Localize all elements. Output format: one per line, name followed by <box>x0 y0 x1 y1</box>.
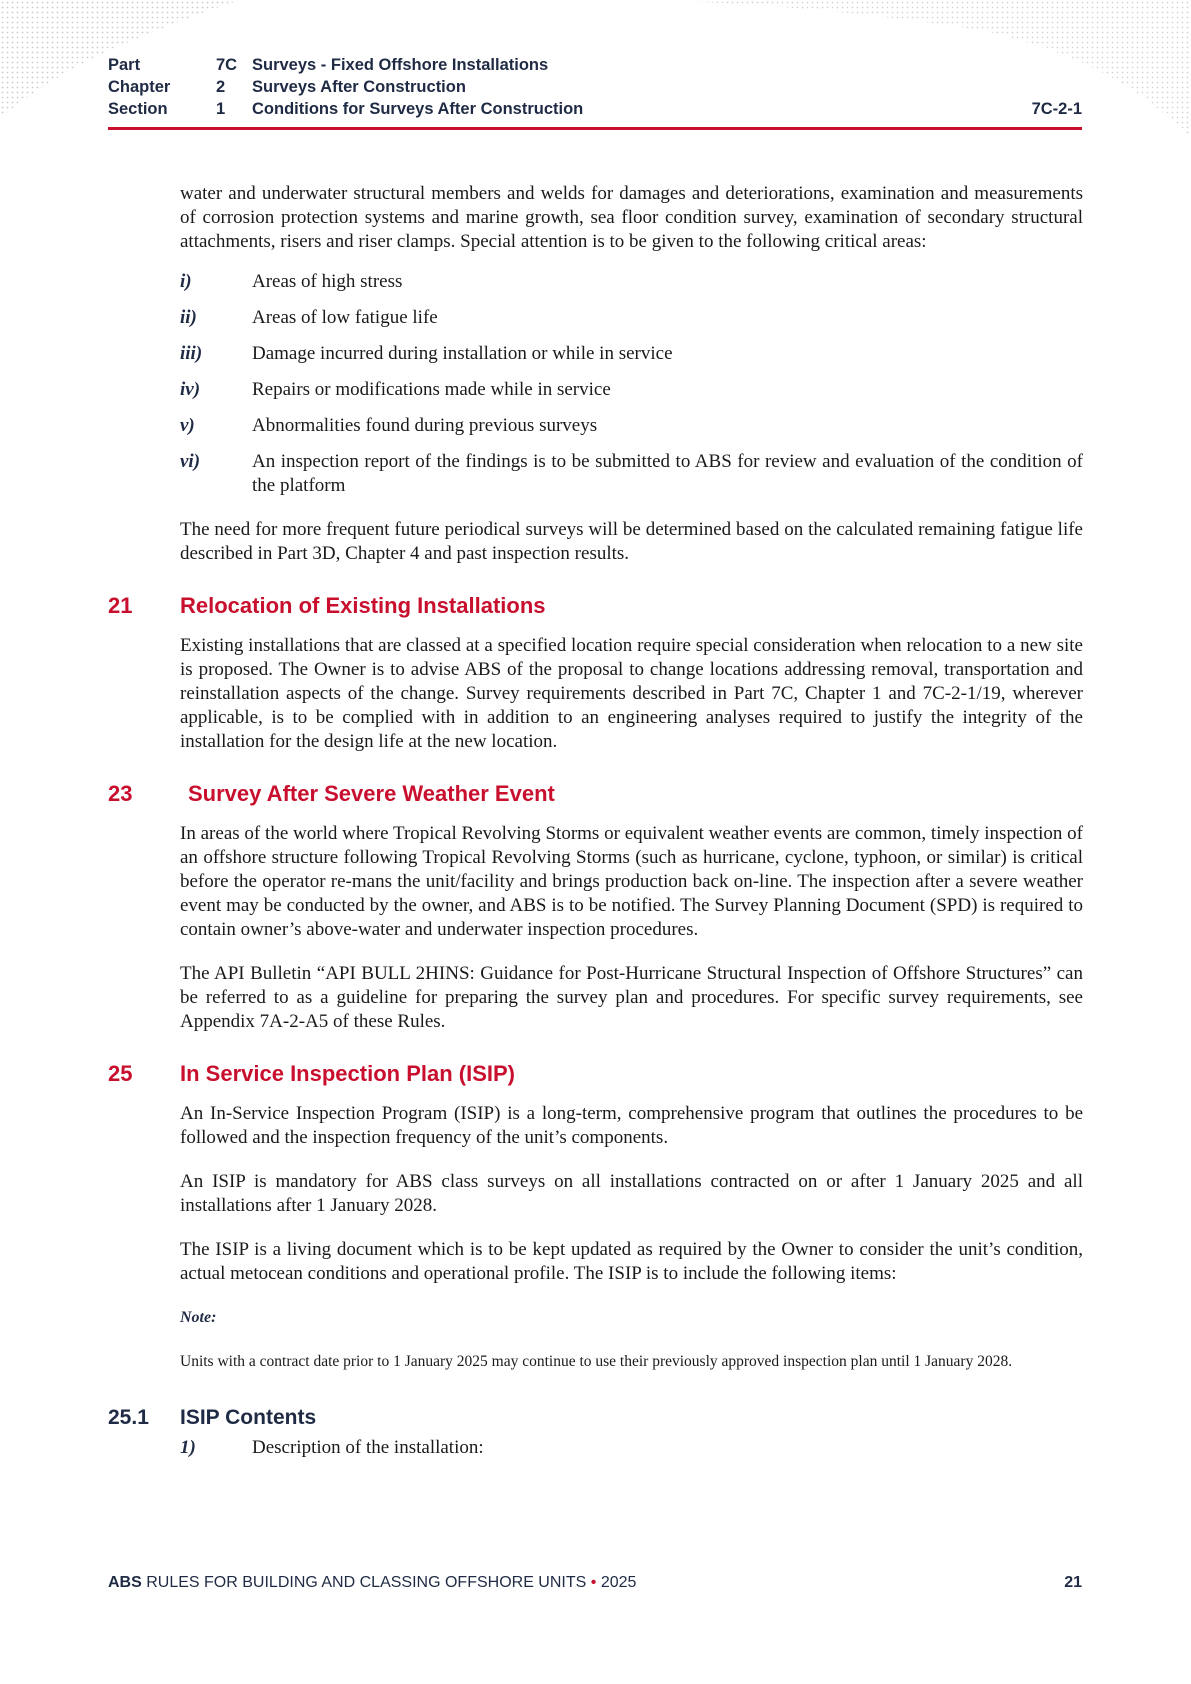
list-item-number: iv) <box>180 379 201 400</box>
isip-paragraph-1: An In-Service Inspection Program (ISIP) is a long-term, comprehensive program that outlines the procedures to be followed and the inspection frequency of the unit’s components. <box>180 1103 1083 1148</box>
list-item-number: 1) <box>180 1437 196 1458</box>
list-item-text: Abnormalities found during previous surveys <box>252 415 598 436</box>
list-item-number: i) <box>180 271 192 292</box>
subsection-title: ISIP Contents <box>180 1406 317 1429</box>
list-item <box>180 306 1083 330</box>
chapter-number: 2 <box>216 78 226 96</box>
footer-abs-logo-text: ABS <box>108 1574 142 1591</box>
list-item-number: vi) <box>180 451 201 472</box>
chapter-label: Chapter <box>108 78 171 96</box>
header-rule <box>108 127 1082 130</box>
section-number: 21 <box>108 593 133 618</box>
list-item-number: iii) <box>180 343 203 364</box>
list-item <box>180 378 1083 402</box>
list-item <box>180 270 1083 294</box>
list-item <box>180 342 1083 366</box>
part-number: 7C <box>216 56 238 74</box>
list-item <box>180 450 1083 498</box>
list-item-text: Areas of high stress <box>252 271 403 292</box>
after-list-paragraph: The need for more frequent future periodical surveys will be determined based on the calculated remaining fatigue life described in Part 3D, Chapter 4 and past inspection results. <box>180 519 1083 564</box>
note-label: Note: <box>180 1309 217 1326</box>
section-heading-25 <box>108 1060 1083 1088</box>
section-title: In Service Inspection Plan (ISIP) <box>180 1061 515 1086</box>
relocation-paragraph: Existing installations that are classed at a specified location require special consideration when relocation to a new site is proposed. The Owner is to advise ABS of the proposal to change locations addressing removal, transportation and reinstallation aspects of the change. Survey requirements described in Part 7C, Chapter 1 and 7C-2-1/19, wherever applicable, is to be complied with in addition to an engineering analyses required to justify the integrity of the installation for the design life at the new location. <box>180 635 1083 752</box>
footer-separator: • <box>590 1574 597 1591</box>
section-number: 1 <box>216 100 226 118</box>
list-item <box>180 414 1083 438</box>
subsection-heading-25-1 <box>108 1404 1083 1432</box>
section-title: Survey After Severe Weather Event <box>188 781 555 806</box>
list-item-number: ii) <box>180 307 197 328</box>
list-item-text: Damage incurred during installation or while in service <box>252 343 673 364</box>
list-item-text: Repairs or modifications made while in service <box>252 379 611 400</box>
list-item-number: v) <box>180 415 195 436</box>
section-heading-21 <box>108 592 1083 620</box>
severe-weather-paragraph-1: In areas of the world where Tropical Revolving Storms or equivalent weather events are common, timely inspection of an offshore structure following Tropical Revolving Storms (such as hurricane, cyclone, typhoon, or similar) is critical before the operator re-mans the unit/facility and brings production back on-line. The inspection after a severe weather event may be conducted by the owner, and ABS is to be notified. The Survey Planning Document (SPD) is required to contain owner’s above-water and underwater inspection procedures. <box>180 823 1083 940</box>
intro-paragraph: water and underwater structural members and welds for damages and deteriorations, examination and measurements of corrosion protection systems and marine growth, sea floor condition survey, examination of secondary structural attachments, risers and riser clamps. Special attention is to be given to the following critical areas: <box>180 183 1083 252</box>
subsection-number: 25.1 <box>108 1406 149 1429</box>
isip-paragraph-2: An ISIP is mandatory for ABS class surveys on all installations contracted on or after 1 January 2025 and all installations after 1 January 2028. <box>180 1171 1083 1216</box>
page-header <box>108 54 1082 120</box>
note-text: Units with a contract date prior to 1 January 2025 may continue to use their previously approved inspection plan until 1 January 2028. <box>180 1353 1013 1370</box>
section-reference: 7C-2-1 <box>1031 100 1082 118</box>
section-title: Conditions for Surveys After Construction <box>252 100 584 118</box>
part-label: Part <box>108 56 141 74</box>
section-number: 25 <box>108 1061 133 1086</box>
section-heading-23 <box>108 780 1083 808</box>
page-footer <box>108 1573 1082 1593</box>
list-item <box>180 1436 1083 1460</box>
isip-paragraph-3: The ISIP is a living document which is to be kept updated as required by the Owner to consider the unit’s condition, actual metocean conditions and operational profile. The ISIP is to include the following items: <box>180 1239 1083 1284</box>
section-number: 23 <box>108 781 133 806</box>
page-number: 21 <box>1064 1574 1082 1591</box>
chapter-title: Surveys After Construction <box>252 78 466 96</box>
list-item-text: Description of the installation: <box>252 1437 484 1458</box>
part-title: Surveys - Fixed Offshore Installations <box>252 56 549 74</box>
section-title: Relocation of Existing Installations <box>180 593 546 618</box>
footer-year: 2025 <box>600 1574 637 1591</box>
severe-weather-paragraph-2: The API Bulletin “API BULL 2HINS: Guidance for Post-Hurricane Structural Inspection of Offshore Structures” can be referred to as a guideline for preparing the survey plan and procedures. For specific survey requirements, see Appendix 7A-2-A5 of these Rules. <box>180 963 1083 1032</box>
page-body <box>108 182 1083 1472</box>
critical-areas-list <box>180 270 1083 498</box>
list-item-text: Areas of low fatigue life <box>252 307 438 328</box>
section-label: Section <box>108 100 168 118</box>
list-item-text: An inspection report of the findings is to be submitted to ABS for review and evaluation of the condition of the platform <box>252 451 1083 496</box>
footer-title: RULES FOR BUILDING AND CLASSING OFFSHORE UNITS <box>146 1574 587 1591</box>
